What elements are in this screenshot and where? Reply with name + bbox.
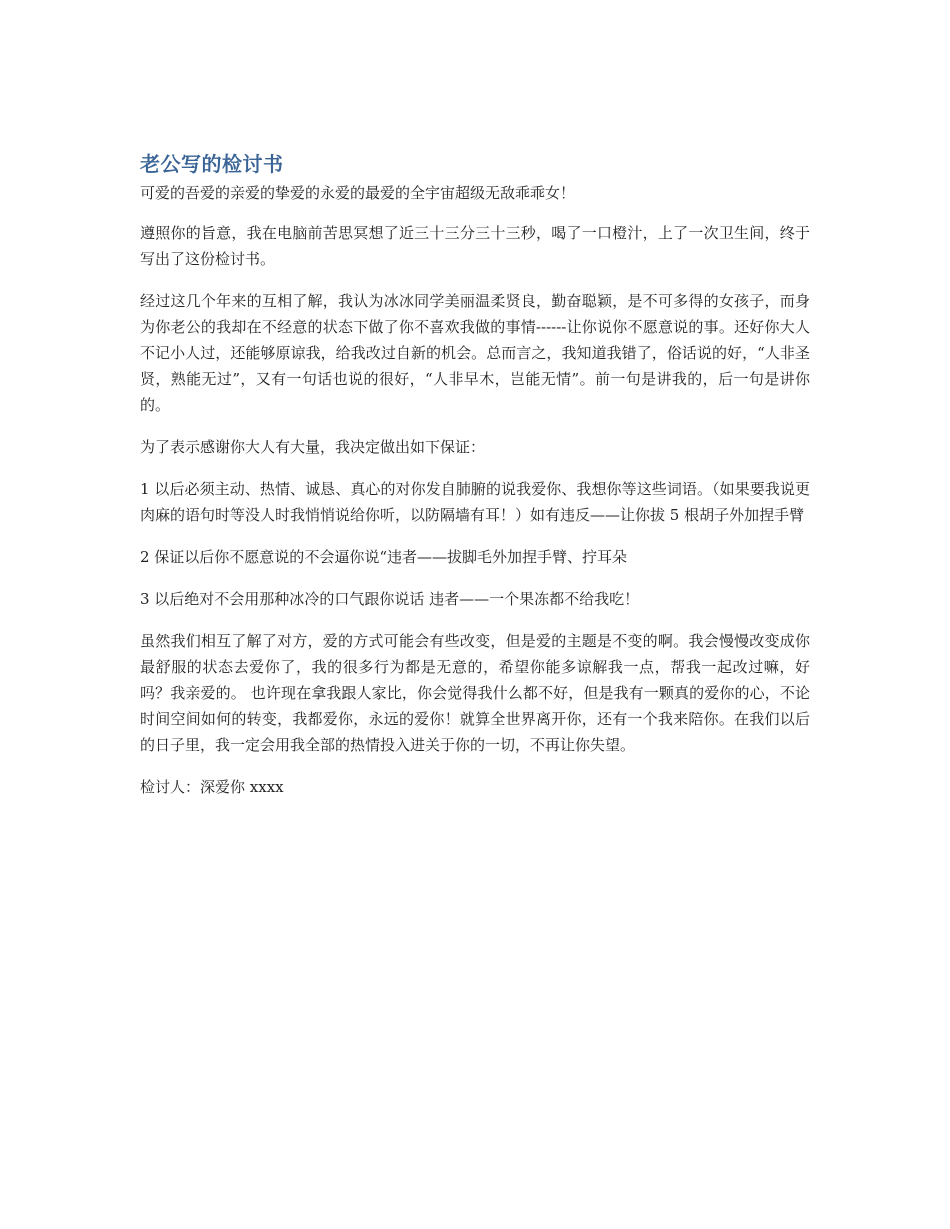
apology-paragraph: 经过这几个年来的互相了解，我认为冰冰同学美丽温柔贤良，勤奋聪颖，是不可多得的女孩子，而身为你老公的我却在不经意的状态下做了你不喜欢我做的事情------让你说你不愿意说的事。还好你大人不记小人过，还能够原谅我，给我改过自新的机会。总而言之，我知道我错了，俗话说的好，“人非圣贤，熟能无过”，又有一句话也说的很好，“人非早木，岂能无情”。前一句是讲我的，后一句是讲你的。 xyxy=(140,292,810,414)
signature-line: 检讨人：深爱你 xxxx xyxy=(140,778,284,796)
closing-paragraph: 虽然我们相互了解了对方，爱的方式可能会有些改变，但是爱的主题是不变的啊。我会慢慢改变成你最舒服的状态去爱你了，我的很多行为都是无意的，希望你能多谅解我一点，帮我一起改过嘛，好吗？我亲爱的。 也许现在拿我跟人家比，你会觉得我什么都不好，但是我有一颗真的爱你的心，不论时间空间如何的转变，我都爱你，永远的爱你！就算全世界离开你，还有一个我来陪你。在我们以后的日子里，我一定会用我全部的热情投入进关于你的一切，不再让你失望。 xyxy=(140,632,810,754)
promise-item-1: 1 以后必须主动、热情、诚恳、真心的对你发自肺腑的说我爱你、我想你等这些词语。（如果要我说更肉麻的语句时等没人时我悄悄说给你听，以防隔墙有耳！）如有违反——让你拔 5 根胡子外加捏手臂 xyxy=(140,480,810,524)
greeting-paragraph: 可爱的吾爱的亲爱的挚爱的永爱的最爱的全宇宙超级无敌乖乖女！ xyxy=(140,184,576,202)
document-title: 老公写的检讨书 xyxy=(140,152,284,176)
document-page xyxy=(140,150,810,816)
promise-item-3: 3 以后绝对不会用那种冰冷的口气跟你说话 违者——一个果冻都不给我吃！ xyxy=(140,590,640,608)
promise-intro-paragraph: 为了表示感谢你大人有大量，我决定做出如下保证： xyxy=(140,438,486,456)
intro-paragraph: 遵照你的旨意，我在电脑前苦思冥想了近三十三分三十三秒，喝了一口橙汁，上了一次卫生间，终于写出了这份检讨书。 xyxy=(140,224,810,268)
promise-item-2: 2 保证以后你不愿意说的不会逼你说“违者——拔脚毛外加捏手臂、拧耳朵 xyxy=(140,548,627,566)
